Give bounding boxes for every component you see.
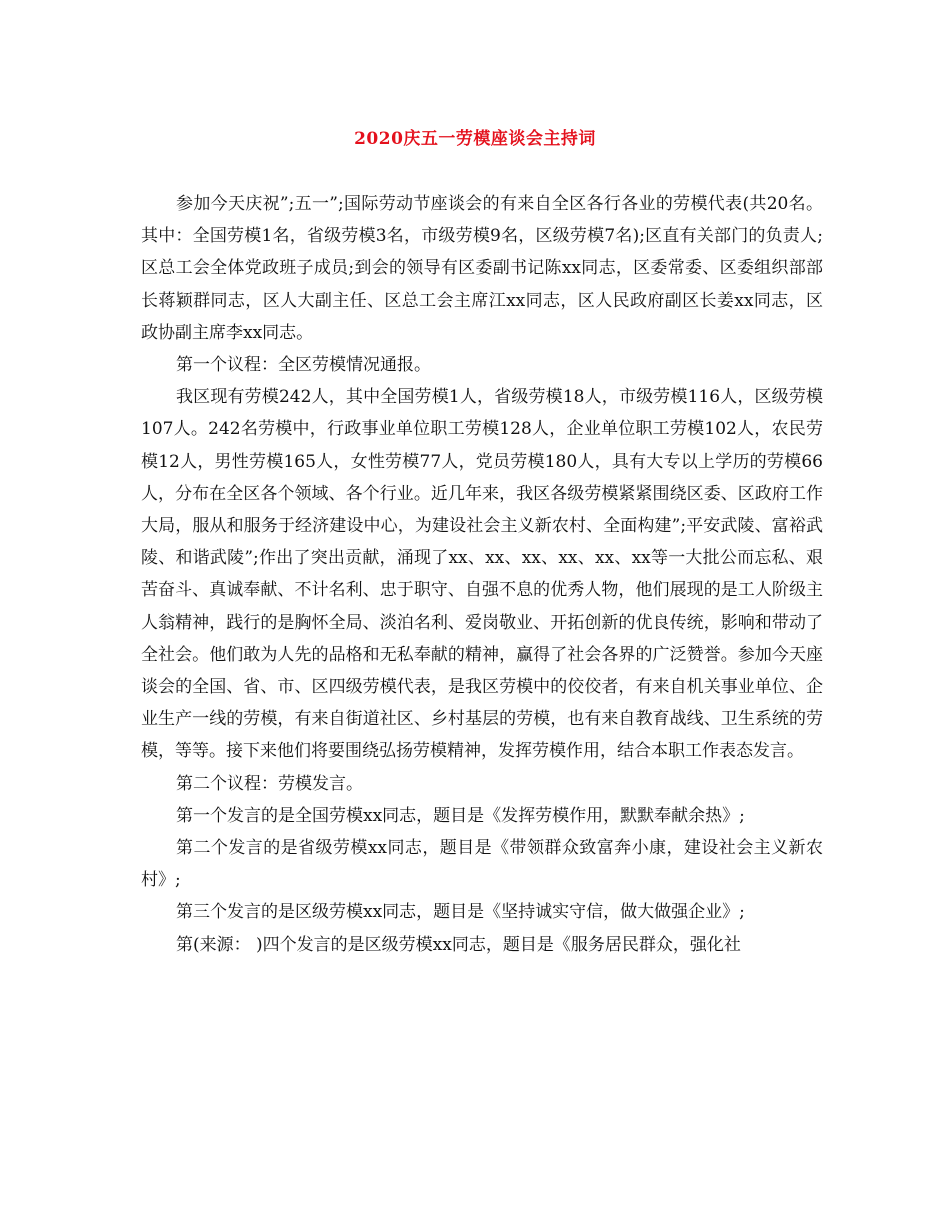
paragraph-agenda-2: 第二个议程：劳模发言。	[176, 773, 363, 794]
paragraph-speaker-1: 第一个发言的是全国劳模xx同志，题目是《发挥劳模作用，默默奉献余热》;	[176, 805, 745, 826]
paragraph-report: 我区现有劳模242人，其中全国劳模1人，省级劳模18人，市级劳模116人，区级劳模107人。242名劳模中，行政事业单位职工劳模128人，企业单位职工劳模102人，农民劳模12人，男性劳模165人，女性劳模77人，党员劳模180人，具有大专以上学历的劳模66人，分布在全区各个领域、各个行业。近几年来，我区各级劳模紧紧围绕区委、区政府工作大局，服从和服务于经济建设中心，为建设社会主义新农村、全面构建”;平安武陵、富裕武陵、和谐武陵”;作出了突出贡献，涌现了xx、xx、xx、xx、xx、xx等一大批公而忘私、艰苦奋斗、真诚奉献、不计名利、忠于职守、自强不息的优秀人物，他们展现的是工人阶级主人翁精神，践行的是胸怀全局、淡泊名利、爱岗敬业、开拓创新的优良传统，影响和带动了全社会。他们敢为人先的品格和无私奉献的精神，赢得了社会各界的广泛赞誉。参加今天座谈会的全国、省、市、区四级劳模代表，是我区劳模中的佼佼者，有来自机关事业单位、企业生产一线的劳模，有来自街道社区、乡村基层的劳模，也有来自教育战线、卫生系统的劳模，等等。接下来他们将要围绕弘扬劳模精神，发挥劳模作用，结合本职工作表态发言。	[141, 387, 823, 762]
paragraph-speaker-4: 第(来源： )四个发言的是区级劳模xx同志，题目是《服务居民群众，强化社	[176, 934, 741, 955]
document-body	[141, 188, 823, 961]
document-title: 2020庆五一劳模座谈会主持词	[354, 129, 596, 149]
paragraph-agenda-1: 第一个议程：全区劳模情况通报。	[176, 355, 431, 376]
paragraph-speaker-2: 第二个发言的是省级劳模xx同志，题目是《带领群众致富奔小康，建设社会主义新农村》;	[141, 838, 823, 891]
paragraph-speaker-3: 第三个发言的是区级劳模xx同志，题目是《坚持诚实守信，做大做强企业》;	[176, 902, 745, 923]
paragraph-intro: 参加今天庆祝”;五一”;国际劳动节座谈会的有来自全区各行各业的劳模代表(共20名。其中：全国劳模1名，省级劳模3名，市级劳模9名，区级劳模7名);区直有关部门的负责人;区总工会全体党政班子成员;到会的领导有区委副书记陈xx同志，区委常委、区委组织部部长蒋颖群同志，区人大副主任、区总工会主席江xx同志，区人民政府副区长姜xx同志，区政协副主席李xx同志。	[141, 194, 823, 343]
